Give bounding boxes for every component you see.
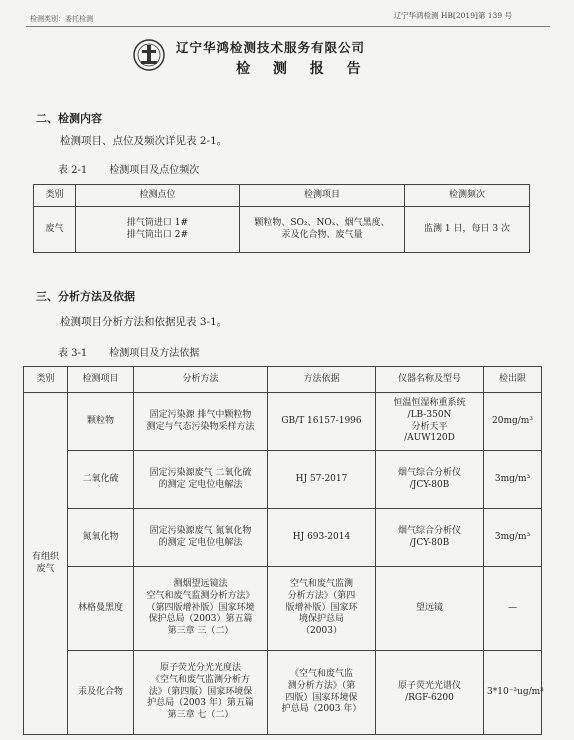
cell-limit: — bbox=[484, 567, 542, 651]
column-header: 分析方法 bbox=[134, 367, 268, 393]
cell-item: 林格曼黑度 bbox=[68, 567, 134, 651]
table-3-1 bbox=[23, 366, 542, 735]
table-2-1-title: 检测项目及点位频次 bbox=[109, 165, 200, 176]
company-name: 辽宁华鸿检测技术服务有限公司 bbox=[176, 40, 366, 55]
cell-points: 排气筒进口 1# 排气筒出口 2# bbox=[76, 207, 240, 253]
header-category: 检测类别：委托检测 bbox=[30, 15, 93, 23]
table-row bbox=[34, 207, 530, 253]
report-title: 检 测 报 告 bbox=[236, 61, 370, 77]
cell-basis: 《空气和废气监 测分析方法》（第 四版）国家环境保 护总局（2003 年） bbox=[268, 651, 376, 735]
cell-basis: 空气和废气监测 分析方法》（第四 版增补版）国家环 境保护总局 （2003） bbox=[268, 567, 376, 651]
cell-basis: GB/T 16157-1996 bbox=[268, 393, 376, 451]
table-row bbox=[24, 393, 542, 451]
header-report-number: 辽宁华鸿检测 HB[2019]第 139 号 bbox=[393, 11, 512, 20]
cell-method: 固定污染源 排气中颗粒物 测定与气态污染物采样方法 bbox=[134, 393, 268, 451]
column-header: 类别 bbox=[24, 367, 68, 393]
column-header: 仪器名称及型号 bbox=[376, 367, 484, 393]
table-2-1-caption bbox=[58, 161, 199, 176]
column-header: 检出限 bbox=[484, 367, 542, 393]
section-3-heading: 三、分析方法及依据 bbox=[36, 290, 135, 303]
table-header-row bbox=[34, 185, 530, 207]
table-3-1-title: 检测项目及方法依据 bbox=[109, 348, 200, 359]
cell-limit: 3*10⁻³ug/m³ bbox=[484, 651, 542, 735]
column-header: 检测点位 bbox=[76, 185, 240, 207]
column-header: 方法依据 bbox=[268, 367, 376, 393]
column-header: 检测项目 bbox=[68, 367, 134, 393]
cell-item: 二氧化硫 bbox=[68, 451, 134, 509]
cell-frequency: 监测 1 日，每日 3 次 bbox=[405, 207, 530, 253]
header-divider bbox=[26, 26, 550, 27]
section-3-paragraph: 检测项目分析方法和依据见表 3-1。 bbox=[60, 316, 228, 328]
column-header: 类别 bbox=[34, 185, 76, 207]
table-2-1-number: 表 2-1 bbox=[58, 165, 88, 176]
table-2-1 bbox=[33, 184, 530, 253]
table-3-1-caption bbox=[58, 344, 199, 359]
table-header-row bbox=[24, 367, 542, 393]
table-row bbox=[24, 651, 542, 735]
cell-instrument: 恒温恒湿称重系统 /LB-350N 分析天平 /AUW120D bbox=[376, 393, 484, 451]
cell-item: 颗粒物 bbox=[68, 393, 134, 451]
cell-basis: HJ 57-2017 bbox=[268, 451, 376, 509]
cell-items: 颗粒物、SO₂、NOₓ、烟气黑度、 汞及化合物、废气量 bbox=[240, 207, 405, 253]
cell-category: 有组织 废气 bbox=[24, 393, 68, 735]
cell-method: 固定污染源废气 氮氧化物 的测定 定电位电解法 bbox=[134, 509, 268, 567]
cell-basis: HJ 693-2014 bbox=[268, 509, 376, 567]
cell-method: 原子荧光分光光度法 《空气和废气监测分析方 法》（第四版）国家环境保 护总局（2003 年）第五篇 第三章 七（二） bbox=[134, 651, 268, 735]
table-row bbox=[24, 567, 542, 651]
section-2-heading: 二、检测内容 bbox=[36, 112, 102, 125]
cell-instrument: 原子荧光光谱仪 /RGF-6200 bbox=[376, 651, 484, 735]
cell-instrument: 烟气综合分析仪 /JCY-80B bbox=[376, 451, 484, 509]
cell-instrument: 望远镜 bbox=[376, 567, 484, 651]
cell-limit: 20mg/m³ bbox=[484, 393, 542, 451]
table-3-1-number: 表 3-1 bbox=[58, 348, 88, 359]
cell-method: 固定污染源废气 二氧化硫 的测定 定电位电解法 bbox=[134, 451, 268, 509]
company-logo-icon bbox=[132, 38, 166, 72]
cell-category: 废气 bbox=[34, 207, 76, 253]
column-header: 检测频次 bbox=[405, 185, 530, 207]
cell-limit: 3mg/m³ bbox=[484, 451, 542, 509]
section-2-paragraph: 检测项目、点位及频次详见表 2-1。 bbox=[60, 135, 228, 147]
cell-item: 氮氧化物 bbox=[68, 509, 134, 567]
table-row bbox=[24, 509, 542, 567]
cell-method: 测烟望远镜法 空气和废气监测分析方法》 （第四版增补版）国家环境 保护总局（2003）第五篇 第三章 三（二） bbox=[134, 567, 268, 651]
table-row bbox=[24, 451, 542, 509]
column-header: 检测项目 bbox=[240, 185, 405, 207]
cell-instrument: 烟气综合分析仪 /JCY-80B bbox=[376, 509, 484, 567]
cell-item: 汞及化合物 bbox=[68, 651, 134, 735]
cell-limit: 3mg/m³ bbox=[484, 509, 542, 567]
